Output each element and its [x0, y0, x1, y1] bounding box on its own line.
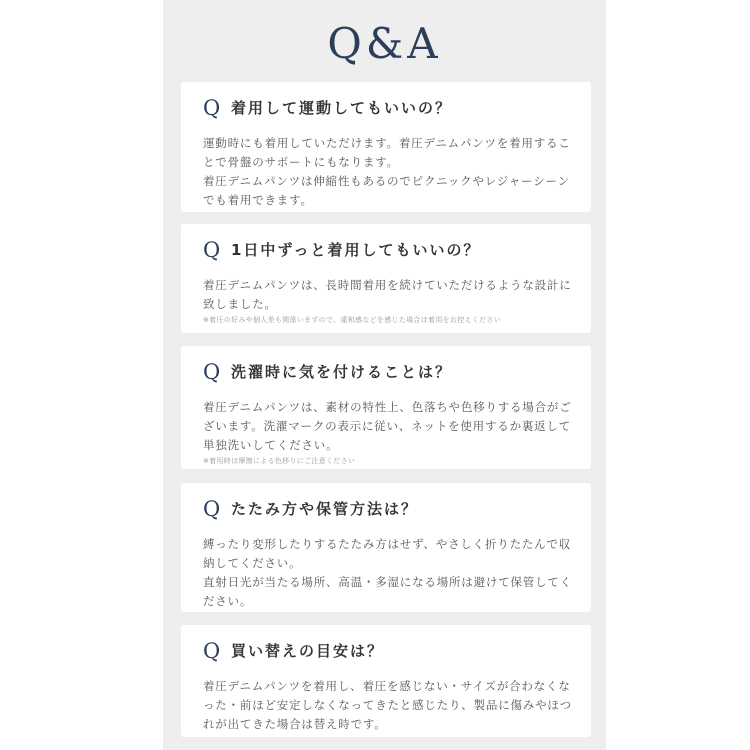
question-text: 洗濯時に気を付けることは？: [231, 363, 453, 381]
q-mark: Q: [203, 639, 221, 663]
answer-paragraph: 着圧デニムパンツは伸縮性もあるのでピクニックやレジャーシーンでも着用できます。: [203, 174, 570, 207]
answer-paragraph: 運動時にも着用していただけます。着圧デニムパンツを着用することで骨盤のサポートにもなります。: [203, 136, 571, 169]
answer-text: [203, 398, 573, 455]
q-mark: Q: [203, 238, 221, 262]
qa-title: Q&A: [327, 19, 442, 68]
answer-paragraph: 縛ったり変形したりするたたみ方はせず、やさしく折りたたんで収納してください。: [203, 537, 572, 570]
question-text: たたみ方や保管方法は？: [231, 500, 419, 518]
question-text: 買い替えの目安は？: [231, 642, 385, 660]
answer-text: [203, 134, 573, 210]
faq-card-storage: [181, 483, 591, 612]
faq-card-all-day: [181, 224, 591, 333]
faq-card-exercise: [181, 82, 591, 212]
q-mark: Q: [203, 360, 221, 384]
question-row: [203, 358, 573, 386]
answer-note: ※着用時は摩擦による色移りにご注意ください: [203, 457, 356, 465]
question-row: [203, 637, 573, 665]
answer-paragraph: 着圧デニムパンツは、素材の特性上、色落ちや色移りする場合がございます。洗濯マークの表示に従い、ネットを使用するか裏返して単独洗いしてください。: [203, 400, 572, 452]
faq-card-replacement: [181, 625, 591, 737]
question-text: 1日中ずっと着用してもいいの？: [231, 241, 481, 259]
qa-panel: [163, 0, 606, 750]
question-row: [203, 94, 573, 122]
answer-paragraph: 直射日光が当たる場所、高温・多湿になる場所は避けて保管してください。: [203, 575, 572, 608]
q-mark: Q: [203, 497, 221, 521]
answer-paragraph: 着圧デニムパンツは、長時間着用を続けていただけるような設計に致しました。: [203, 278, 572, 311]
answer-note: ※着圧の好みや個人差も関係いますので、違和感などを感じた場合は着用をお控えください: [203, 316, 502, 324]
answer-text: [203, 276, 573, 314]
question-row: [203, 236, 573, 264]
q-mark: Q: [203, 96, 221, 120]
answer-paragraph: 着圧デニムパンツを着用し、着圧を感じない・サイズが合わなくなった・前ほど安定しなくなってきたと感じたり、製品に傷みやほつれが出てきた場合は替え時です。: [203, 679, 572, 731]
answer-text: [203, 677, 573, 734]
faq-card-washing: [181, 346, 591, 469]
question-row: [203, 495, 573, 523]
question-text: 着用して運動してもいいの？: [231, 99, 453, 117]
answer-text: [203, 535, 573, 611]
